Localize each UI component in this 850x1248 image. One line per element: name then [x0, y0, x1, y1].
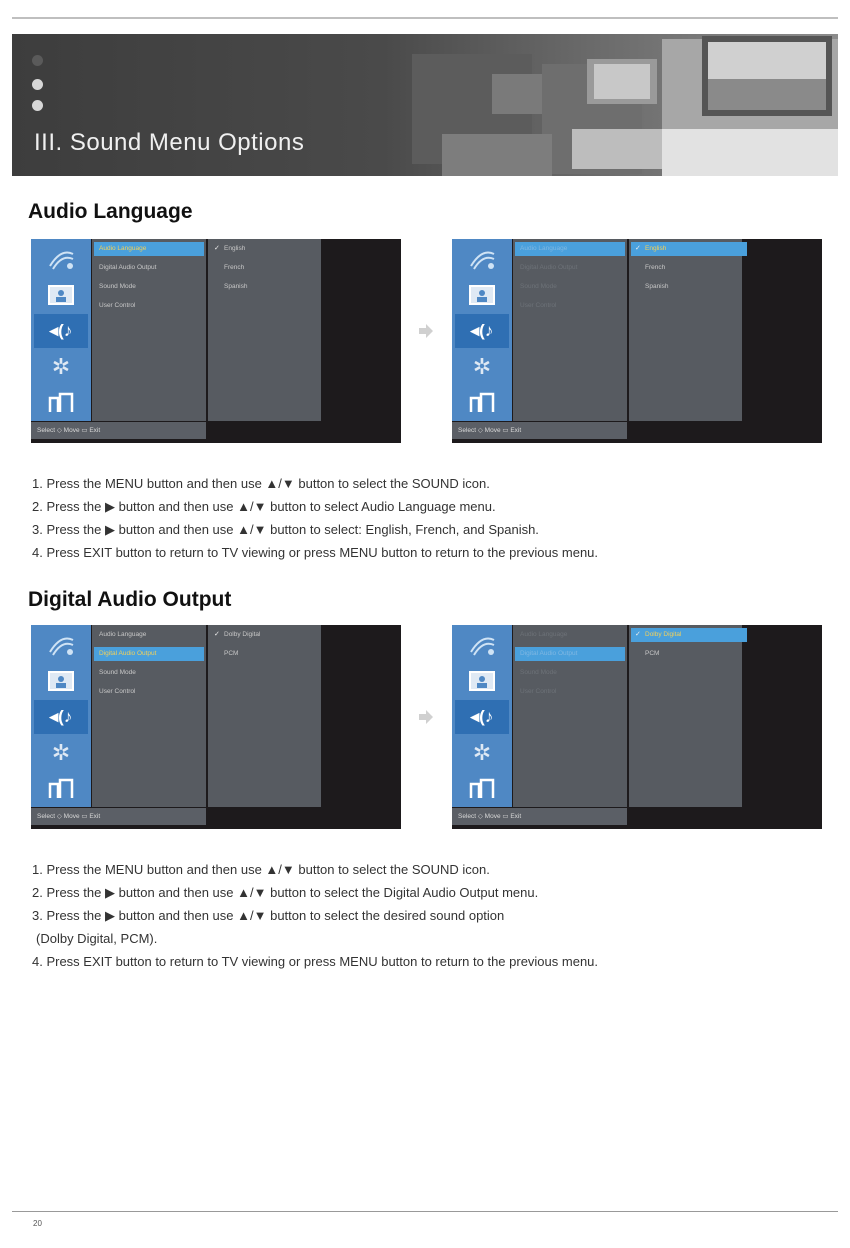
tv-menu-screenshot — [452, 239, 822, 443]
input-source-icon — [455, 772, 509, 806]
menu-item-sound-mode: Sound Mode — [520, 283, 557, 290]
setup-gear-icon: ✲ — [51, 354, 71, 379]
option-dolby-digital: ✓ Dolby Digital — [631, 628, 747, 642]
menu-hint-bar: Select ◇ Move ▭ Exit — [31, 808, 206, 825]
menu-item-user-control: User Control — [520, 302, 557, 309]
picture-icon — [34, 278, 88, 312]
banner-bullet — [32, 100, 43, 111]
picture-icon — [34, 664, 88, 698]
instruction-step: 4. Press EXIT button to return to TV viewing or press MENU button to return to the previous menu. — [32, 954, 599, 969]
option-dolby-digital: ✓ Dolby Digital — [210, 628, 326, 642]
checkmark-icon: ✓ — [635, 631, 641, 638]
bottom-rule — [12, 1211, 838, 1212]
instruction-steps — [32, 472, 598, 564]
menu-item-user-control: User Control — [520, 688, 557, 695]
instruction-step: 2. Press the ▶ button and then use ▲/▼ button to select Audio Language menu. — [32, 499, 496, 514]
picture-icon — [455, 664, 509, 698]
input-source-icon — [34, 772, 88, 806]
menu-item-audio-language: Audio Language — [99, 631, 147, 638]
instruction-step: 1. Press the MENU button and then use ▲/▼ button to select the SOUND icon. — [32, 862, 490, 877]
setup-gear-icon: ✲ — [472, 740, 492, 765]
tv-menu-screenshot — [452, 625, 822, 829]
channel-icon — [455, 242, 509, 276]
menu-item-sound-mode: Sound Mode — [99, 669, 136, 676]
sound-menu-list — [92, 239, 206, 421]
menu-icon-column — [452, 239, 512, 421]
menu-icon-column — [31, 625, 91, 807]
menu-item-digital-audio-output: Digital Audio Output — [99, 264, 157, 271]
setup-gear-icon: ✲ — [51, 740, 71, 765]
sound-menu-list — [92, 625, 206, 807]
checkmark-icon: ✓ — [214, 245, 220, 252]
option-spanish: Spanish — [645, 283, 669, 290]
instruction-step: 4. Press EXIT button to return to TV viewing or press MENU button to return to the previous menu. — [32, 545, 599, 560]
checkmark-icon: ✓ — [635, 245, 641, 252]
section-banner — [12, 34, 838, 176]
instruction-step: 3. Press the ▶ button and then use ▲/▼ button to select: English, French, and Spanish. — [32, 522, 539, 537]
sound-icon: ◂(♪ — [455, 314, 509, 348]
menu-item-audio-language: Audio Language — [94, 242, 204, 256]
option-list — [629, 239, 742, 421]
section-heading-audio-language: Audio Language — [28, 200, 193, 223]
channel-icon — [34, 628, 88, 662]
instruction-step: 1. Press the MENU button and then use ▲/▼ button to select the SOUND icon. — [32, 476, 490, 491]
option-french: French — [224, 264, 245, 271]
sound-menu-list — [513, 239, 627, 421]
instruction-step: 3. Press the ▶ button and then use ▲/▼ button to select the desired sound option — [32, 908, 505, 923]
option-english: ✓ English — [210, 242, 326, 256]
option-pcm: PCM — [645, 650, 660, 657]
menu-hint-bar: Select ◇ Move ▭ Exit — [31, 422, 206, 439]
setup-gear-icon: ✲ — [472, 354, 492, 379]
menu-item-audio-language: Audio Language — [520, 631, 568, 638]
next-step-arrow-icon — [417, 322, 435, 340]
top-rule — [12, 17, 838, 19]
tv-menu-screenshot — [31, 625, 401, 829]
page-number: 20 — [33, 1219, 42, 1228]
picture-icon — [455, 278, 509, 312]
menu-item-user-control: User Control — [99, 302, 136, 309]
option-list — [208, 239, 321, 421]
input-source-icon — [34, 386, 88, 420]
banner-bullet — [32, 79, 43, 90]
banner-bullet — [32, 55, 43, 66]
menu-item-digital-audio-output: Digital Audio Output — [94, 647, 204, 661]
next-step-arrow-icon — [417, 708, 435, 726]
tv-menu-screenshot — [31, 239, 401, 443]
sound-icon: ◂(♪ — [34, 700, 88, 734]
sound-menu-list — [513, 625, 627, 807]
menu-icon-column — [31, 239, 91, 421]
option-spanish: Spanish — [224, 283, 248, 290]
option-pcm: PCM — [224, 650, 239, 657]
banner-title: III. Sound Menu Options — [34, 129, 305, 156]
menu-hint-bar: Select ◇ Move ▭ Exit — [452, 808, 627, 825]
instruction-steps — [32, 858, 598, 973]
menu-item-user-control: User Control — [99, 688, 136, 695]
instruction-step: (Dolby Digital, PCM). — [36, 931, 158, 946]
option-list — [629, 625, 742, 807]
channel-icon — [455, 628, 509, 662]
sound-icon: ◂(♪ — [455, 700, 509, 734]
menu-icon-column — [452, 625, 512, 807]
section-heading-digital-audio-output: Digital Audio Output — [28, 588, 232, 611]
menu-item-sound-mode: Sound Mode — [520, 669, 557, 676]
option-list — [208, 625, 321, 807]
option-english: ✓ English — [631, 242, 747, 256]
menu-item-digital-audio-output: Digital Audio Output — [520, 264, 578, 271]
menu-item-sound-mode: Sound Mode — [99, 283, 136, 290]
checkmark-icon: ✓ — [214, 631, 220, 638]
menu-item-audio-language: Audio Language — [515, 242, 625, 256]
menu-hint-bar: Select ◇ Move ▭ Exit — [452, 422, 627, 439]
menu-item-digital-audio-output: Digital Audio Output — [515, 647, 625, 661]
option-french: French — [645, 264, 666, 271]
sound-icon: ◂(♪ — [34, 314, 88, 348]
channel-icon — [34, 242, 88, 276]
input-source-icon — [455, 386, 509, 420]
instruction-step: 2. Press the ▶ button and then use ▲/▼ button to select the Digital Audio Output menu. — [32, 885, 539, 900]
